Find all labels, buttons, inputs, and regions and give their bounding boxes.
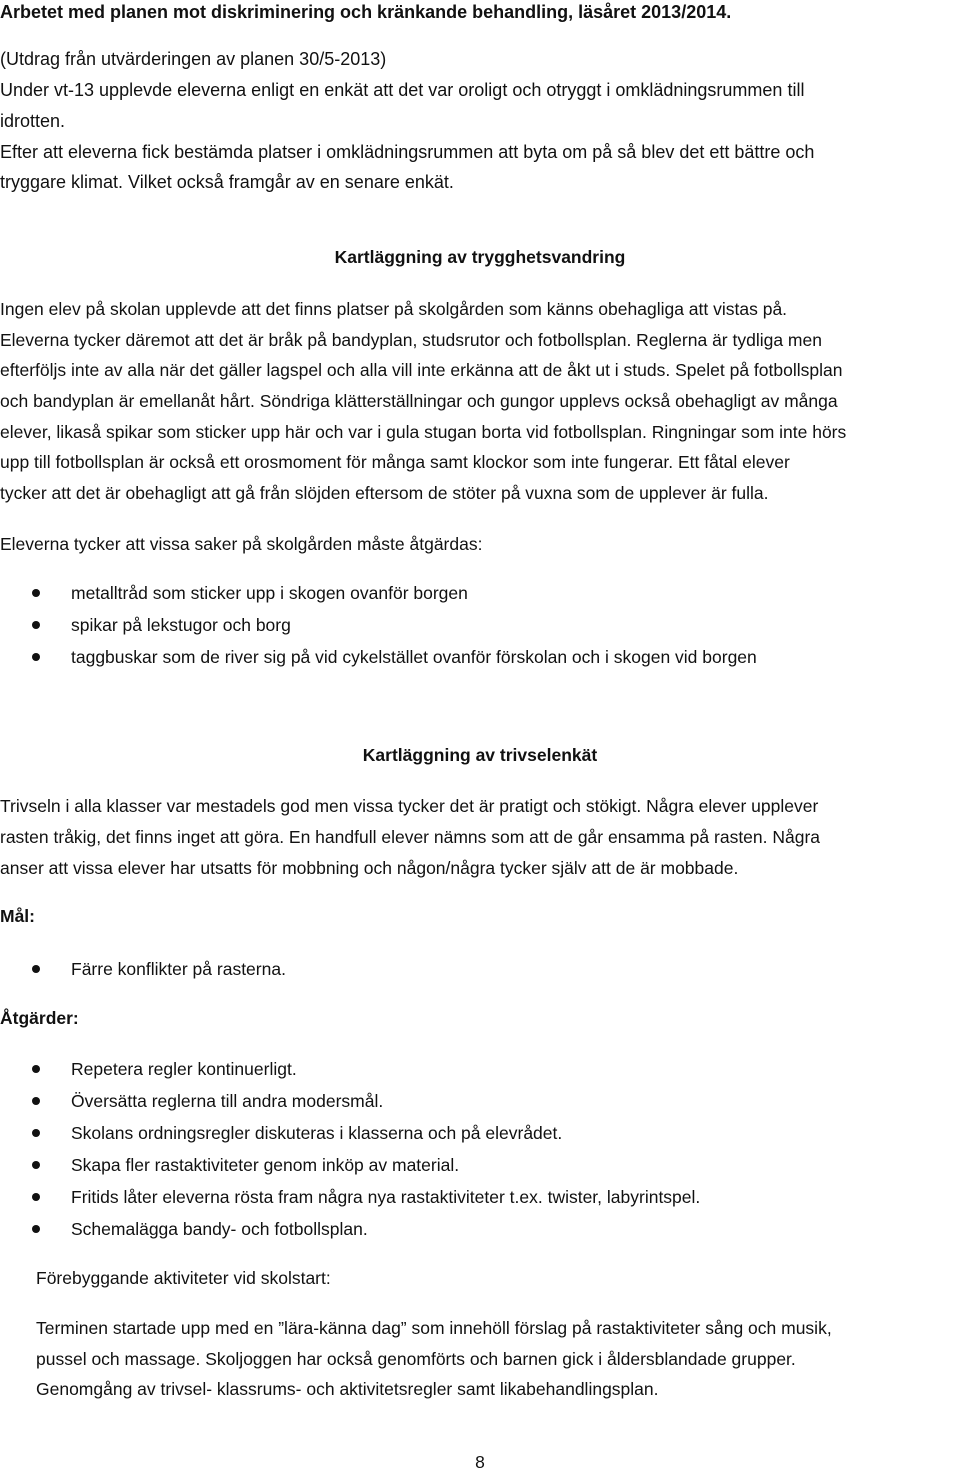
goals-label: Mål: — [0, 906, 35, 926]
list-item: spikar på lekstugor och borg — [0, 609, 757, 641]
bullet-icon — [32, 965, 40, 973]
list-item: Skolans ordningsregler diskuteras i klasserna och på elevrådet. — [0, 1117, 700, 1149]
paragraph-line: Ingen elev på skolan upplevde att det finns platser på skolgården som känns obehagliga att vistas på. — [0, 299, 788, 319]
bullet-icon — [32, 653, 40, 661]
paragraph-line: efterföljs inte av alla när det gäller lagspel och alla vill inte erkänna att de åkt ut i studs. Spelet på fotbollsplan — [0, 360, 843, 380]
paragraph-line: Genomgång av trivsel- klassrums- och aktivitetsregler samt likabehandlingsplan. — [36, 1379, 659, 1399]
actions-list — [0, 1053, 700, 1245]
bullet-icon — [32, 621, 40, 629]
paragraph-line: upp till fotbollsplan är också ett orosmoment för många samt klockor som inte fungerar. Ett fåtal elever — [0, 452, 790, 472]
paragraph-line: Terminen startade upp med en ”lära-känna dag” som innehöll förslag på rastaktiviteter sång och musik, — [36, 1318, 832, 1338]
actions-label: Åtgärder: — [0, 1008, 79, 1028]
list-item: Schemalägga bandy- och fotbollsplan. — [0, 1213, 700, 1245]
paragraph-line: pussel och massage. Skoljoggen har också genomförts och barnen gick i åldersblandade grupper. — [36, 1349, 796, 1369]
list-item: Skapa fler rastaktiviteter genom inköp av material. — [0, 1149, 700, 1181]
paragraph-line: elever, likaså spikar som sticker upp här och var i gula stugan borta vid fotbollsplan. Ringningar som inte hörs — [0, 422, 847, 442]
list-item: Översätta reglerna till andra modersmål. — [0, 1085, 700, 1117]
document-title: Arbetet med planen mot diskriminering och kränkande behandling, läsåret 2013/2014. — [0, 2, 732, 22]
bullet-icon — [32, 589, 40, 597]
intro-line: tryggare klimat. Vilket också framgår av en senare enkät. — [0, 172, 454, 192]
safety-issues-list — [0, 577, 757, 673]
bullet-icon — [32, 1097, 40, 1105]
bullet-icon — [32, 1129, 40, 1137]
list-item: Färre konflikter på rasterna. — [0, 953, 286, 985]
list-item: Fritids låter eleverna rösta fram några nya rastaktiviteter t.ex. twister, labyrintspel. — [0, 1181, 700, 1213]
intro-line: Under vt-13 upplevde eleverna enligt en enkät att det var oroligt och otryggt i omklädningsrummen till — [0, 80, 805, 100]
paragraph-line: anser att vissa elever har utsatts för mobbning och någon/några tycker själv att de är mobbade. — [0, 858, 739, 878]
paragraph-line: tycker att det är obehagligt att gå från slöjden eftersom de stöter på vuxna som de upplever är fulla. — [0, 483, 769, 503]
intro-line: (Utdrag från utvärderingen av planen 30/5-2013) — [0, 49, 387, 69]
paragraph-line: Eleverna tycker däremot att det är bråk på bandyplan, studsrutor och fotbollsplan. Reglerna är tydliga men — [0, 330, 822, 350]
bullet-icon — [32, 1065, 40, 1073]
preventive-label: Förebyggande aktiviteter vid skolstart: — [36, 1268, 331, 1288]
list-intro: Eleverna tycker att vissa saker på skolgården måste åtgärdas: — [0, 534, 483, 554]
bullet-icon — [32, 1193, 40, 1201]
paragraph-line: Trivseln i alla klasser var mestadels god men vissa tycker det är pratigt och stökigt. Några elever upplever — [0, 796, 819, 816]
list-item: Repetera regler kontinuerligt. — [0, 1053, 700, 1085]
paragraph-line: och bandyplan är emellanåt hårt. Söndriga klätterställningar och gungor upplevs också obehagligt av många — [0, 391, 838, 411]
list-item: metalltråd som sticker upp i skogen ovanför borgen — [0, 577, 757, 609]
intro-line: idrotten. — [0, 111, 66, 131]
goals-list — [0, 953, 286, 985]
list-item: taggbuskar som de river sig på vid cykelstället ovanför förskolan och i skogen vid borgen — [0, 641, 757, 673]
section-heading-safety-walk: Kartläggning av trygghetsvandring — [334, 247, 626, 267]
bullet-icon — [32, 1161, 40, 1169]
intro-line: Efter att eleverna fick bestämda platser i omklädningsrummen att byta om på så blev det ett bättre och — [0, 142, 815, 162]
section-heading-wellbeing-survey: Kartläggning av trivselenkät — [362, 745, 598, 765]
bullet-icon — [32, 1225, 40, 1233]
page-number: 8 — [475, 1452, 485, 1472]
paragraph-line: rasten tråkig, det finns inget att göra. En handfull elever nämns som att de går ensamma på rasten. Några — [0, 827, 821, 847]
